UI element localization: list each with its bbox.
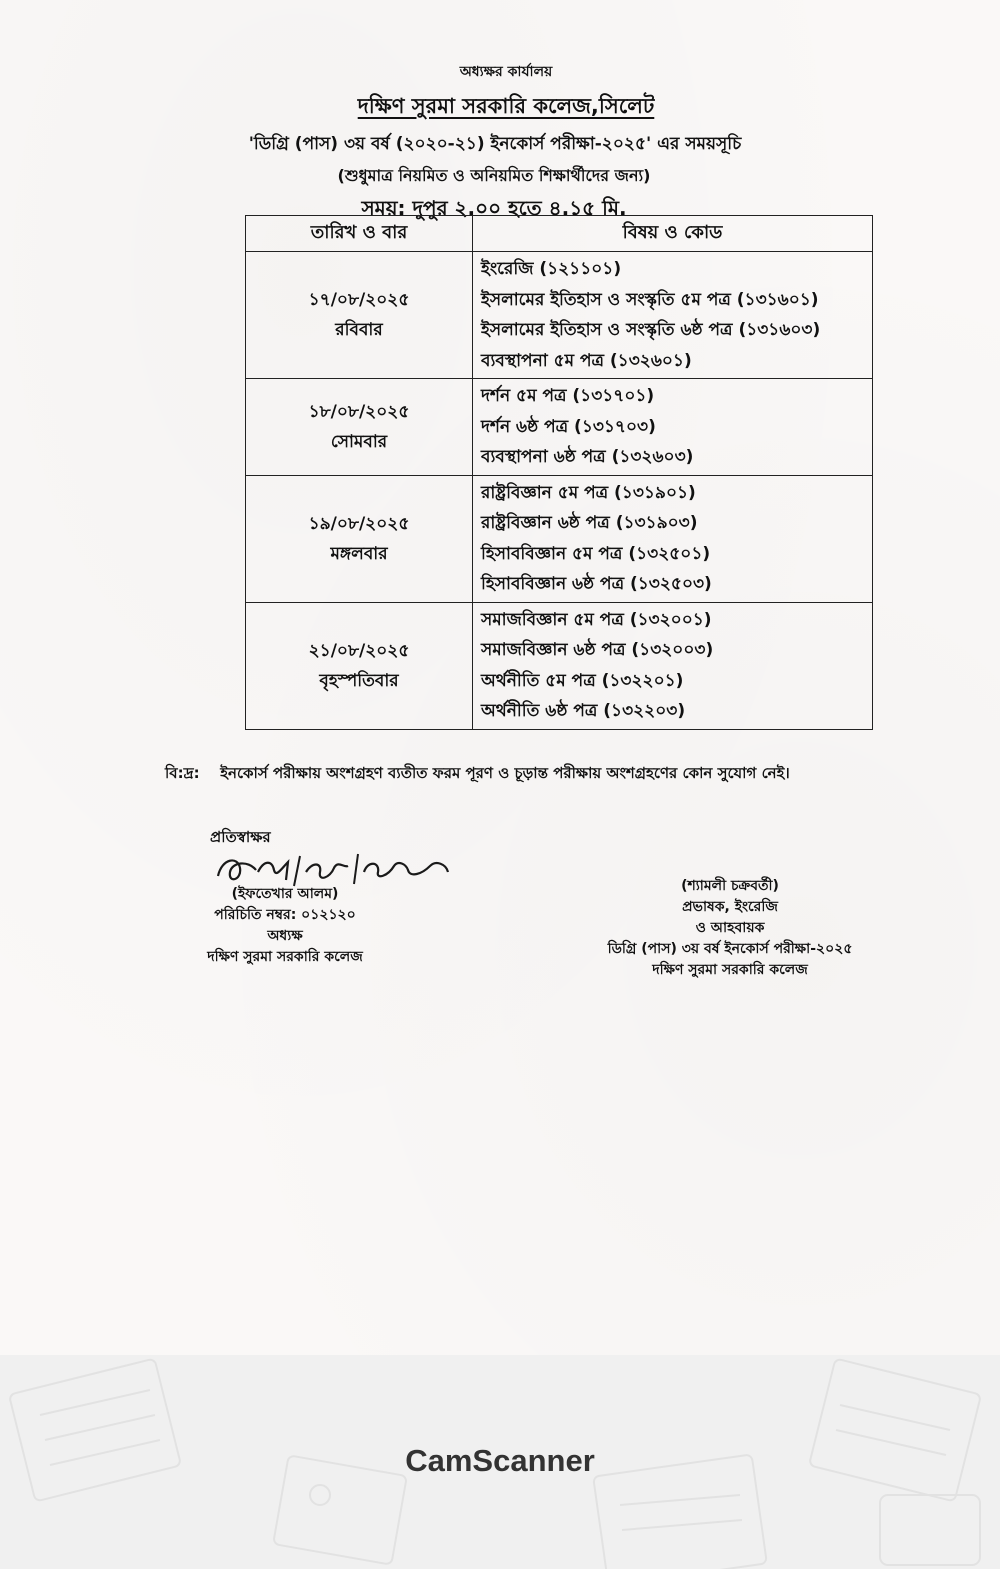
signatory-left [185,884,385,968]
table-row [246,379,873,476]
signatory-right-role: ও আহবায়ক [695,920,765,936]
exam-date: ১৯/০৮/২০২৫ [308,513,410,534]
subject-item: ইসলামের ইতিহাস ও সংস্কৃতি ৫ম পত্র (১৩১৬০১) [481,289,819,310]
table-row [246,475,873,602]
exam-date: ১৭/০৮/২০২৫ [308,290,410,310]
signatory-right [580,876,880,981]
subject-cell [473,475,873,602]
subject-item: অর্থনীতি ৬ষ্ঠ পত্র (১৩২২০৩) [481,701,686,721]
college-title: দক্ষিণ সুরমা সরকারি কলেজ,সিলেট [357,94,655,118]
subject-cell [473,379,873,476]
table-row [246,252,873,379]
exam-title: 'ডিগ্রি (পাস) ৩য় বর্ষ (২০২০-২১) ইনকোর্স পরীক্ষা-২০২৫' এর সময়সূচি [248,134,742,154]
scanner-footer [0,1355,1000,1569]
exam-schedule-table [245,215,873,730]
signatory-right-committee: ডিগ্রি (পাস) ৩য় বর্ষ ইনকোর্স পরীক্ষা-২০২৫ [607,941,853,957]
date-cell [246,252,473,379]
subject-cell [473,602,873,729]
subject-item: হিসাববিজ্ঞান ৫ম পত্র (১৩২৫০১) [481,543,711,564]
subject-item: ব্যবস্থাপনা ৬ষ্ঠ পত্র (১৩২৬০৩) [481,447,694,467]
subject-item: ইংরেজি (১২১১০১) [481,259,622,279]
signatory-left-name: (ইফতেখার আলম) [231,886,339,902]
subject-item: ইসলামের ইতিহাস ও সংস্কৃতি ৬ষ্ঠ পত্র (১৩১৬০৩) [481,320,821,340]
signatory-right-designation: প্রভাষক, ইংরেজি [682,899,778,915]
subject-item: হিসাববিজ্ঞান ৬ষ্ঠ পত্র (১৩২৫০৩) [481,574,712,594]
note-label: বি:দ্র: [165,764,200,782]
exam-day: রবিবার [335,320,383,340]
exam-day: মঙ্গলবার [330,543,388,564]
subject-item: দর্শন ৬ষ্ঠ পত্র (১৩১৭০৩) [481,416,656,437]
exam-day: বৃহস্পতিবার [319,670,399,691]
table-header-row [246,216,873,252]
signatory-right-institution: দক্ষিণ সুরমা সরকারি কলেজ [652,962,808,978]
exam-time: সময়: দুপুর ২.০০ হতে ৪.১৫ মি. [361,196,627,220]
subject-item: সমাজবিজ্ঞান ৬ষ্ঠ পত্র (১৩২০০৩) [481,640,714,660]
subject-item: সমাজবিজ্ঞান ৫ম পত্র (১৩২০০১) [481,609,712,630]
exam-subtitle: (শুধুমাত্র নিয়মিত ও অনিয়মিত শিক্ষার্থীদের জন্য) [337,166,651,185]
column-header-date: তারিখ ও বার [246,216,473,252]
countersign-label: প্রতিস্বাক্ষর [210,828,271,846]
signatory-left-designation: অধ্যক্ষ [267,928,303,944]
subject-item: ব্যবস্থাপনা ৫ম পত্র (১৩২৬০১) [481,350,692,371]
signatory-left-institution: দক্ষিণ সুরমা সরকারি কলেজ [207,949,363,965]
exam-date: ২১/০৮/২০২৫ [308,640,410,661]
exam-day: সোমবার [330,431,388,452]
date-cell [246,475,473,602]
subject-item: দর্শন ৫ম পত্র (১৩১৭০১) [481,386,655,406]
office-title: অধ্যক্ষর কার্যালয় [459,64,553,80]
scanner-brand: CamScanner [405,1443,595,1478]
date-cell [246,379,473,476]
note-line [165,762,925,787]
subject-item: রাষ্ট্রবিজ্ঞান ৬ষ্ঠ পত্র (১৩১৯০৩) [481,513,698,533]
table-row [246,602,873,729]
subject-item: অর্থনীতি ৫ম পত্র (১৩২২০১) [481,670,684,691]
signatory-left-id: পরিচিতি নম্বর: ০১২১২০ [214,907,356,923]
document-header [0,60,1000,227]
exam-date: ১৮/০৮/২০২৫ [308,401,410,422]
column-header-subject: বিষয় ও কোড [473,216,873,252]
signatory-right-name: (শ্যামলী চক্রবর্তী) [681,878,779,894]
subject-item: রাষ্ট্রবিজ্ঞান ৫ম পত্র (১৩১৯০১) [481,482,696,503]
note-text: ইনকোর্স পরীক্ষায় অংশগ্রহণ ব্যতীত ফরম পূরণ ও চূড়ান্ত পরীক্ষায় অংশগ্রহণের কোন সুযোগ নেই। [220,764,790,782]
date-cell [246,602,473,729]
subject-cell [473,252,873,379]
